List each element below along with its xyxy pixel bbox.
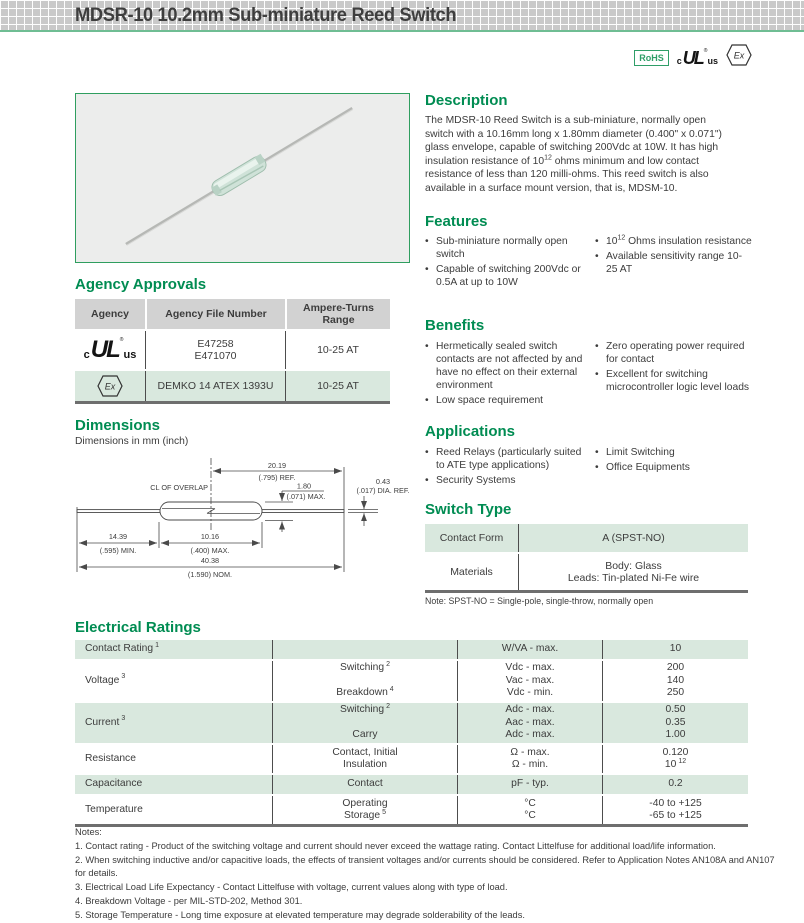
benefits-list bbox=[425, 340, 765, 409]
column-header: Agency File Number bbox=[145, 299, 285, 329]
agency-file-number: E47258 E471070 bbox=[145, 331, 285, 369]
table-row-current: Current $^3$ Switching $^2$ Carry Adc - max. Aac - max. Adc - max. 0.50 0.35 1.00 bbox=[75, 703, 748, 743]
list-item: • Reed Relays (particularly suited to ATE type applications) bbox=[425, 447, 582, 471]
note-line: 3. Electrical Load Life Expectancy - Contact Littelfuse with voltage, current values along with type of load. bbox=[75, 882, 508, 893]
certification-marks bbox=[634, 44, 752, 71]
left-lead bbox=[77, 510, 160, 513]
list-item: • Zero operating power required for contact bbox=[595, 341, 745, 365]
svg-text:CL OF OVERLAP: CL OF OVERLAP bbox=[150, 483, 208, 492]
svg-text:10.16: 10.16 bbox=[200, 532, 220, 541]
table-row-voltage: Voltage $^3$ Switching $^2$ Breakdown $^4$ Vdc - max. Vac - max. Vdc - min. 200 140 250 bbox=[75, 661, 748, 701]
table-row-resistance: Resistance Contact, Initial Insulation Ω - max. Ω - min. 0.120 10 $^{12}$ bbox=[75, 745, 748, 773]
svg-text:(.595) MIN.: (.595) MIN. bbox=[99, 546, 137, 555]
note-line: 4. Breakdown Voltage - per MIL-STD-202, Method 301. bbox=[75, 895, 303, 906]
list-item: • Capable of switching 200Vdc or 0.5A at up to 10W bbox=[425, 264, 581, 288]
applications-heading: Applications bbox=[425, 423, 516, 440]
description-heading: Description bbox=[425, 92, 508, 109]
table-row bbox=[425, 524, 748, 552]
column-header: Agency bbox=[91, 308, 129, 320]
contact-form-label: Contact Form bbox=[439, 531, 504, 544]
note-line: 5. Storage Temperature - Long time exposure at elevated temperature may degrade solderability of the leads. bbox=[75, 909, 525, 920]
list-item: • Hermetically sealed switch contacts are not affected by and have no effect on their external environment bbox=[425, 341, 583, 391]
notes-title: Notes: bbox=[75, 827, 102, 837]
bullet-icon: • bbox=[595, 236, 599, 247]
list-item: • Limit Switching bbox=[595, 447, 675, 458]
cULus-icon: c UL ® us bbox=[83, 336, 137, 363]
svg-text:(.795) REF.: (.795) REF. bbox=[258, 473, 296, 482]
benefits-heading: Benefits bbox=[425, 317, 485, 334]
bullet-icon: • bbox=[595, 251, 599, 262]
description-text: The MDSR-10 Reed Switch is a sub-miniature, normally open switch with a 10.16mm long x 1.80mm diameter (0.400" x 0.071") glass envelope, capable of switching 200Vdc at 10W. It has high insulation resistance of $10^{12}$ ohms minimum and low contact resistance of less than 120 milli-ohms. This reed switch is also available in a surface mount version, that is, MDSM-10. bbox=[425, 115, 722, 194]
table-row-temperature: Temperature Operating Storage $^5$ °C °C -40 to +125 -65 to +125 bbox=[75, 796, 748, 824]
bullet-icon: • bbox=[425, 236, 429, 247]
applications-list bbox=[425, 446, 765, 489]
bullet-icon: • bbox=[425, 475, 429, 486]
list-item: • $10^{12}$ Ohms insulation resistance bbox=[595, 234, 752, 247]
svg-text:0.43: 0.43 bbox=[375, 477, 391, 486]
svg-text:Ex: Ex bbox=[104, 381, 116, 392]
svg-text:40.38: 40.38 bbox=[200, 556, 220, 565]
note-line: 2. When switching inductive and/or capacitive loads, the effects of transient voltages and/or currents should be considered. Refer to Application Notes AN108A and AN107 for details. bbox=[75, 854, 775, 879]
atex-ex-icon bbox=[726, 44, 752, 71]
table-row bbox=[75, 371, 390, 401]
agency-file-number: DEMKO 14 ATEX 1393U bbox=[145, 371, 285, 401]
svg-text:(.071) MAX.: (.071) MAX. bbox=[286, 492, 326, 501]
header-rule bbox=[0, 30, 804, 32]
bullet-icon: • bbox=[425, 447, 429, 458]
list-item: • Low space requirement bbox=[425, 395, 544, 406]
bullet-icon: • bbox=[595, 447, 599, 458]
contact-form-value: A (SPST-NO) bbox=[518, 524, 748, 552]
agency-approvals-heading: Agency Approvals bbox=[75, 276, 207, 293]
materials-value: Body: Glass Leads: Tin-plated Ni-Fe wire bbox=[518, 554, 748, 590]
bullet-icon: • bbox=[595, 462, 599, 473]
list-item: • Office Equipments bbox=[595, 462, 690, 473]
ampere-turns-range: 10-25 AT bbox=[285, 371, 390, 401]
dimension-drawing bbox=[72, 450, 422, 585]
note-line: 1. Contact rating - Product of the switching voltage and current should never exceed the wattage rating. Contact Littelfuse for additional load/life information. bbox=[75, 840, 716, 851]
electrical-ratings-heading: Electrical Ratings bbox=[75, 619, 201, 636]
product-photo bbox=[75, 93, 410, 263]
right-lead bbox=[262, 510, 344, 513]
features-list bbox=[425, 235, 765, 291]
switch-type-heading: Switch Type bbox=[425, 501, 512, 518]
table-row-contact-rating: Contact Rating $^1$ W/VA - max. 10 bbox=[75, 640, 748, 659]
bullet-icon: • bbox=[425, 341, 429, 352]
svg-text:(.017) DIA. REF.: (.017) DIA. REF. bbox=[356, 486, 410, 495]
page-title: MDSR-10 10.2mm Sub-miniature Reed Switch bbox=[75, 4, 457, 26]
svg-text:Ex: Ex bbox=[733, 50, 745, 61]
svg-text:(.400) MAX.: (.400) MAX. bbox=[190, 546, 230, 555]
rohs-badge-icon: RoHS bbox=[634, 50, 669, 66]
svg-text:20.19: 20.19 bbox=[267, 461, 287, 470]
header-band bbox=[0, 0, 804, 30]
bullet-icon: • bbox=[595, 341, 599, 352]
svg-text:(1.590) NOM.: (1.590) NOM. bbox=[187, 570, 233, 579]
ampere-turns-range: 10-25 AT bbox=[285, 331, 390, 369]
table-row bbox=[425, 554, 748, 590]
svg-text:1.80: 1.80 bbox=[296, 481, 312, 491]
list-item: • Sub-miniature normally open switch bbox=[425, 236, 568, 260]
column-header: Ampere-Turns Range bbox=[285, 299, 390, 329]
switch-type-note: Note: SPST-NO = Single-pole, single-throw, normally open bbox=[425, 596, 654, 606]
footnotes bbox=[75, 826, 775, 923]
bullet-icon: • bbox=[425, 395, 429, 406]
materials-label: Materials bbox=[450, 565, 493, 578]
features-heading: Features bbox=[425, 213, 488, 230]
table-row bbox=[75, 331, 390, 369]
list-item: • Security Systems bbox=[425, 475, 516, 486]
cULus-icon: c UL ® us bbox=[676, 47, 718, 68]
table-header-row bbox=[75, 299, 390, 329]
bullet-icon: • bbox=[595, 369, 599, 380]
table-row-capacitance: Capacitance Contact pF - typ. 0.2 bbox=[75, 775, 748, 794]
bullet-icon: • bbox=[425, 264, 429, 275]
reed-switch-image bbox=[76, 94, 409, 262]
list-item: • Excellent for switching microcontroller logic level loads bbox=[595, 369, 750, 393]
dimensions-subtitle: Dimensions in mm (inch) bbox=[75, 436, 189, 447]
agency-approvals-table bbox=[75, 299, 390, 404]
switch-type-table bbox=[425, 524, 748, 593]
list-item: • Available sensitivity range 10-25 AT bbox=[595, 251, 743, 275]
atex-ex-icon bbox=[75, 371, 145, 401]
svg-text:14.39: 14.39 bbox=[108, 532, 128, 541]
electrical-ratings-table bbox=[75, 640, 748, 827]
dimensions-heading: Dimensions bbox=[75, 417, 161, 434]
